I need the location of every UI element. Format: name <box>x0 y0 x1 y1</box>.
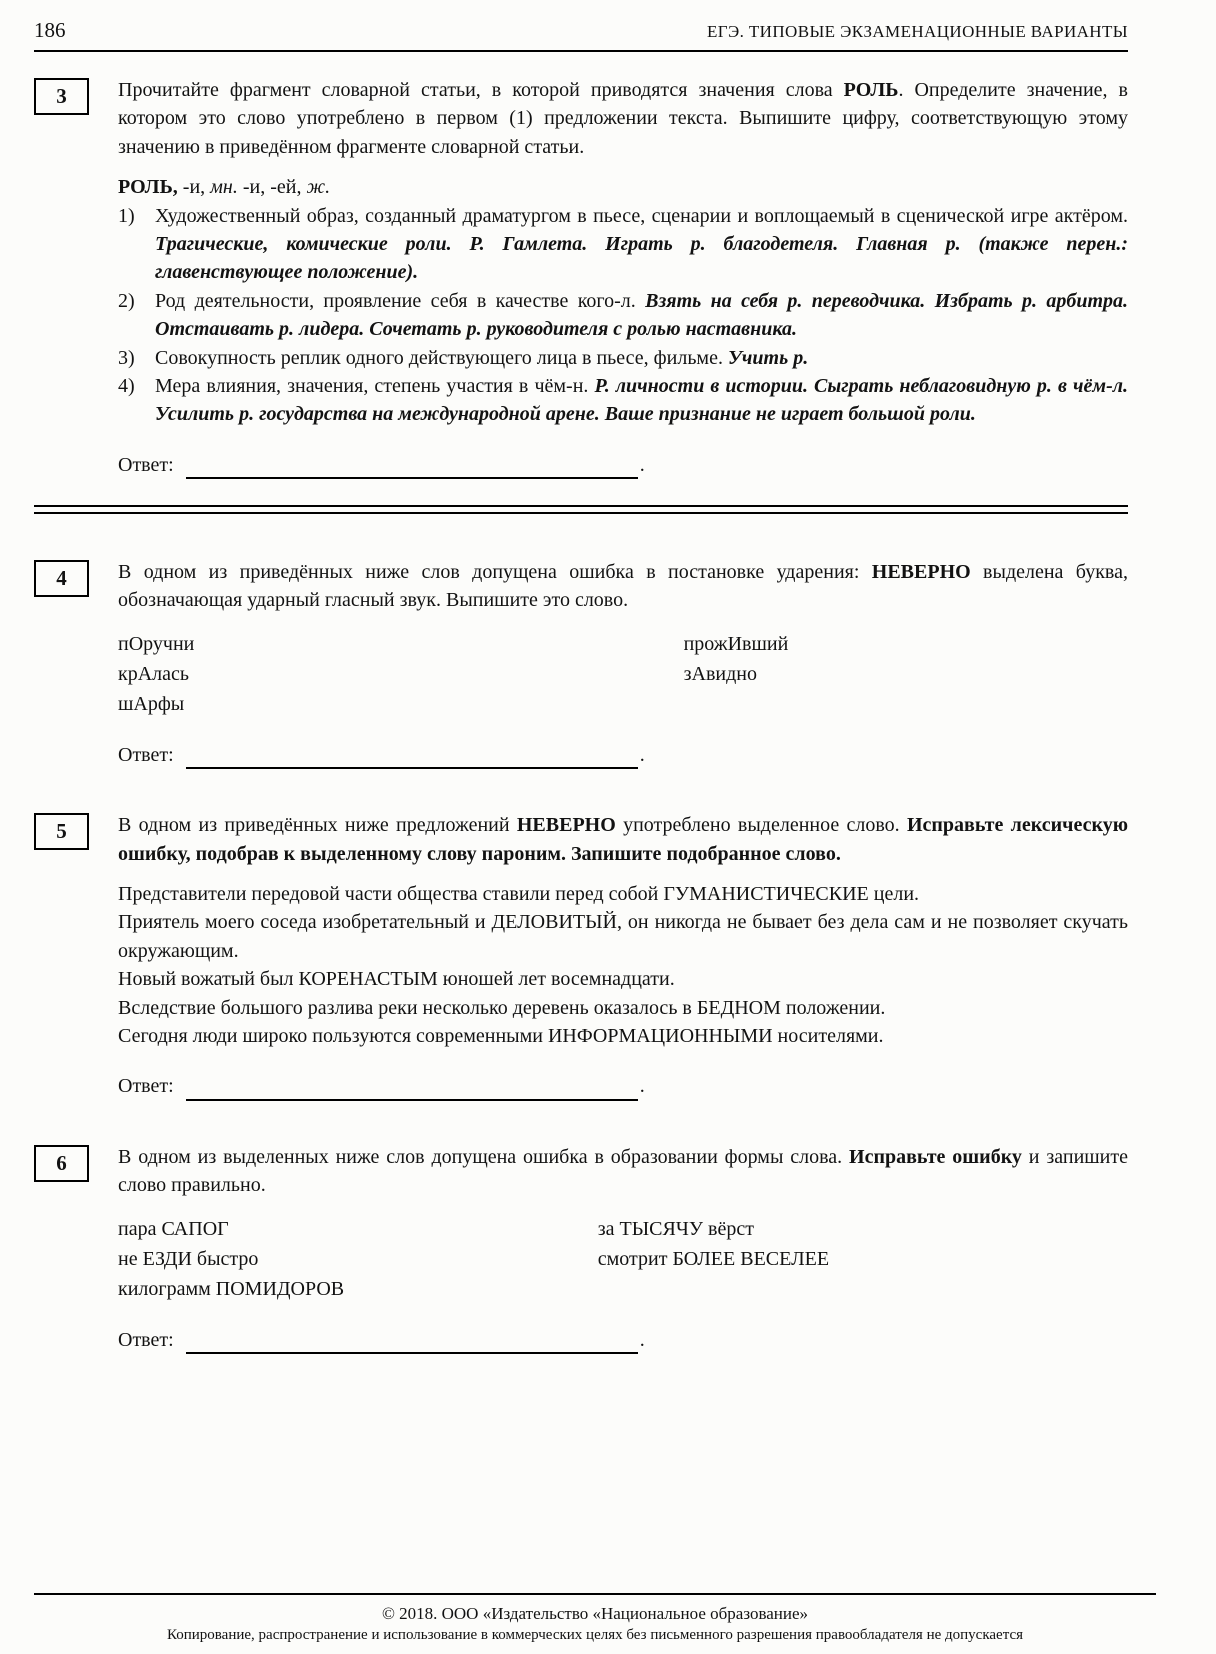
question-3-answer-blank <box>186 455 638 479</box>
question-5-answer-blank <box>186 1077 638 1101</box>
footer-copyright: © 2018. ООО «Издательство «Национальное образование» <box>381 1604 809 1623</box>
question-4-answer-row <box>118 741 1128 769</box>
dictionary-sense-1 <box>118 202 1128 287</box>
dictionary-sense-3 <box>118 344 1128 372</box>
question-5-number: 5 <box>56 819 67 844</box>
sense-4-text: Мера влияния, значения, степень участия в чём-н. Р. личности в истории. Сыграть неблаговидную р. в чём-л. Усилить р. государства на международной арене. Ваше признание не играет большой роли. <box>155 374 1128 426</box>
header-title: ЕГЭ. ТИПОВЫЕ ЭКЗАМЕНАЦИОННЫЕ ВАРИАНТЫ <box>706 22 1128 41</box>
page-header <box>34 18 1128 43</box>
word-option: прожИвший <box>683 632 789 655</box>
footer-rule <box>34 1593 1156 1595</box>
sense-1-text: Художественный образ, созданный драматургом в пьесе, сценарии и воплощаемый в сценической игре актёром. Трагические, комические роли. Р. Гамлета. Играть р. благодетеля. Главная р. (также перен.: главенствующее положение). <box>155 204 1128 284</box>
answer-period: . <box>639 743 645 766</box>
question-6-column-right <box>598 1214 1128 1304</box>
dictionary-headword: РОЛЬ, -и, мн. -и, -ей, ж. <box>118 176 331 199</box>
word-option: не ЕЗДИ быстро <box>118 1247 259 1270</box>
question-4-number-box <box>34 560 89 597</box>
sense-3-text: Совокупность реплик одного действующего лица в пьесе, фильме. Учить р. <box>155 346 809 369</box>
question-3-body <box>118 76 1128 479</box>
sense-3-number: 3) <box>118 346 135 369</box>
sense-2-number: 2) <box>118 289 135 312</box>
word-option: за ТЫСЯЧУ вёрст <box>597 1217 754 1240</box>
question-5-number-box <box>34 813 89 850</box>
answer-label: Ответ: <box>118 743 174 766</box>
question-3-text: Прочитайте фрагмент словарной статьи, в которой приводятся значения слова РОЛЬ. Определите значение, в котором это слово употреблено в первом (1) предложении текста. Выпишите цифру, соответствующую этому значению в приведённом фрагменте словарной статьи. <box>118 79 1128 158</box>
question-5-text: В одном из приведённых ниже предложений НЕВЕРНО употреблено выделенное слово. Исправьте лексическую ошибку, подобрав к выделенному слову пароним. Запишите подобранное слово. <box>118 814 1128 865</box>
question-6-body <box>118 1143 1128 1354</box>
answer-label: Ответ: <box>118 453 174 476</box>
question-3 <box>34 76 1128 479</box>
question-6 <box>34 1143 1128 1354</box>
question-3-number: 3 <box>56 84 67 108</box>
answer-label: Ответ: <box>118 1328 174 1351</box>
answer-period: . <box>639 453 645 476</box>
question-4-options <box>118 629 1128 719</box>
question-4-body <box>118 558 1128 769</box>
question-4 <box>34 558 1128 769</box>
page-number: 186 <box>34 18 66 42</box>
word-option: смотрит БОЛЕЕ ВЕСЕЛЕЕ <box>597 1247 830 1270</box>
question-6-number: 6 <box>56 1150 67 1175</box>
question-6-options <box>118 1214 1128 1304</box>
question-6-answer-blank <box>186 1330 638 1354</box>
answer-period: . <box>639 1075 645 1098</box>
dictionary-sense-2 <box>118 287 1128 344</box>
question-6-text: В одном из выделенных ниже слов допущена ошибка в образовании формы слова. Исправьте ошибку и запишите слово правильно. <box>118 1145 1128 1197</box>
sentence-option: Представители передовой части общества ставили перед собой ГУМАНИСТИЧЕСКИЕ цели. <box>118 883 920 906</box>
question-4-column-left <box>118 629 684 719</box>
word-option: пОручни <box>118 632 195 655</box>
question-3-answer-row <box>118 451 1128 479</box>
answer-period: . <box>639 1328 645 1351</box>
word-option: зАвидно <box>683 662 757 685</box>
question-5-sentences <box>118 880 1128 1050</box>
sentence-option: Вследствие большого разлива реки несколько деревень оказалось в БЕДНОМ положении. <box>118 996 886 1019</box>
header-rule <box>34 50 1128 52</box>
dictionary-senses <box>118 202 1128 429</box>
question-6-column-left <box>118 1214 598 1304</box>
question-4-column-right <box>684 629 1128 719</box>
question-6-number-box <box>34 1145 89 1182</box>
sense-1-number: 1) <box>118 204 135 227</box>
sentence-option: Приятель моего соседа изобретательный и ДЕЛОВИТЫЙ, он никогда не бывает без дела сам и не позволяет скучать окружающим. <box>118 911 1128 962</box>
section-separator <box>34 505 1128 514</box>
dictionary-sense-4 <box>118 372 1128 429</box>
page-footer <box>34 1593 1156 1644</box>
word-option: крАлась <box>118 662 190 685</box>
word-option: килограмм ПОМИДОРОВ <box>118 1277 345 1300</box>
question-3-number-box <box>34 78 89 115</box>
question-6-answer-row <box>118 1326 1128 1354</box>
sense-2-text: Род деятельности, проявление себя в качестве кого-л. Взять на себя р. переводчика. Избрать р. арбитра. Отстаивать р. лидера. Сочетать р. руководителя с ролью наставника. <box>155 289 1129 341</box>
word-option: шАрфы <box>118 692 185 715</box>
question-5-answer-row <box>118 1072 1128 1100</box>
footer-notice: Копирование, распространение и использование в коммерческих целях без письменного разрешения правообладателя не допускается <box>166 1627 1024 1643</box>
question-4-text: В одном из приведённых ниже слов допущена ошибка в постановке ударения: НЕВЕРНО выделена буква, обозначающая ударный гласный звук. Выпишите это слово. <box>118 561 1128 612</box>
sentence-option: Сегодня люди широко пользуются современными ИНФОРМАЦИОННЫМИ носителями. <box>118 1024 884 1047</box>
question-5 <box>34 811 1128 1101</box>
word-option: пара САПОГ <box>118 1217 229 1240</box>
sense-4-number: 4) <box>118 374 135 397</box>
question-4-answer-blank <box>186 745 638 769</box>
question-5-body <box>118 811 1128 1101</box>
sentence-option: Новый вожатый был КОРЕНАСТЫМ юношей лет восемнадцати. <box>118 968 675 991</box>
answer-label: Ответ: <box>118 1075 174 1098</box>
question-4-number: 4 <box>56 566 67 591</box>
